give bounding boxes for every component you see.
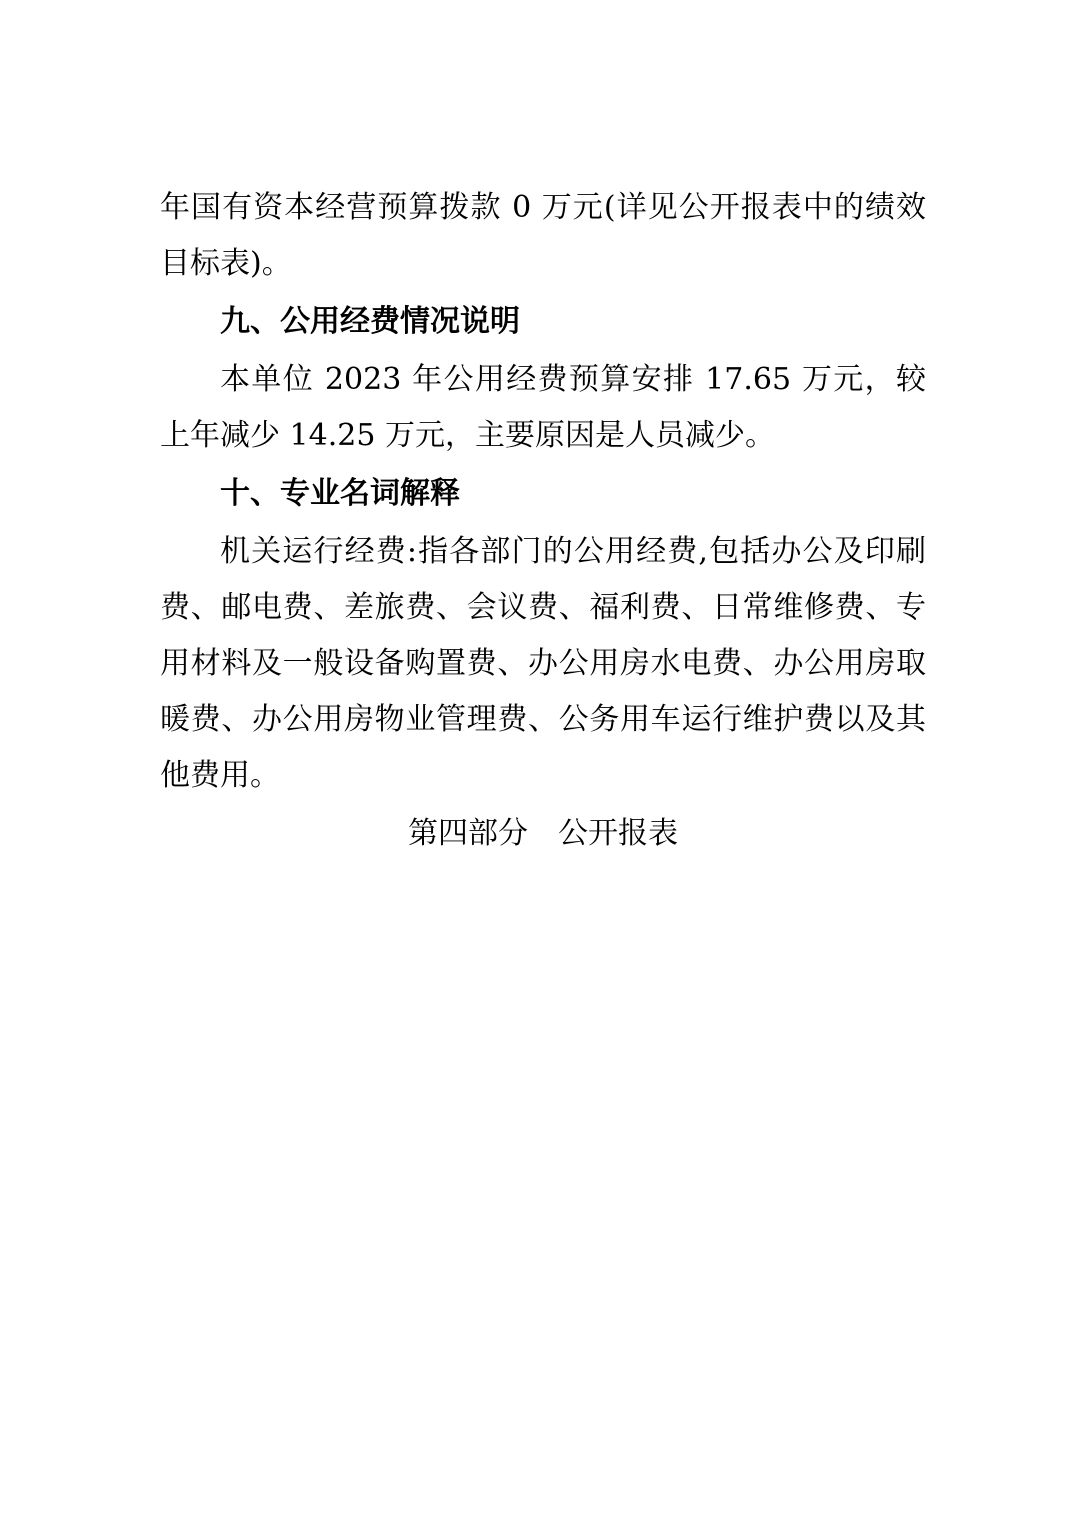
section-9-heading: 九、公用经费情况说明 (220, 304, 520, 339)
intro-paragraph: 年国有资本经营预算拨款 0 万元(详见公开报表中的绩效目标表)。 (160, 190, 926, 281)
section-10-heading: 十、专业名词解释 (220, 476, 460, 511)
section-10-paragraph: 机关运行经费:指各部门的公用经费,包括办公及印刷费、邮电费、差旅费、会议费、福利费、日常维修费、专用材料及一般设备购置费、办公用房水电费、办公用房取暖费、办公用房物业管理费、公务用车运行维护费以及其他费用。 (160, 534, 926, 793)
part-4-title: 第四部分 公开报表 (408, 816, 678, 851)
document-body (160, 180, 926, 862)
section-9-paragraph: 本单位 2023 年公用经费预算安排 17.65 万元，较上年减少 14.25 万元，主要原因是人员减少。 (160, 362, 926, 453)
